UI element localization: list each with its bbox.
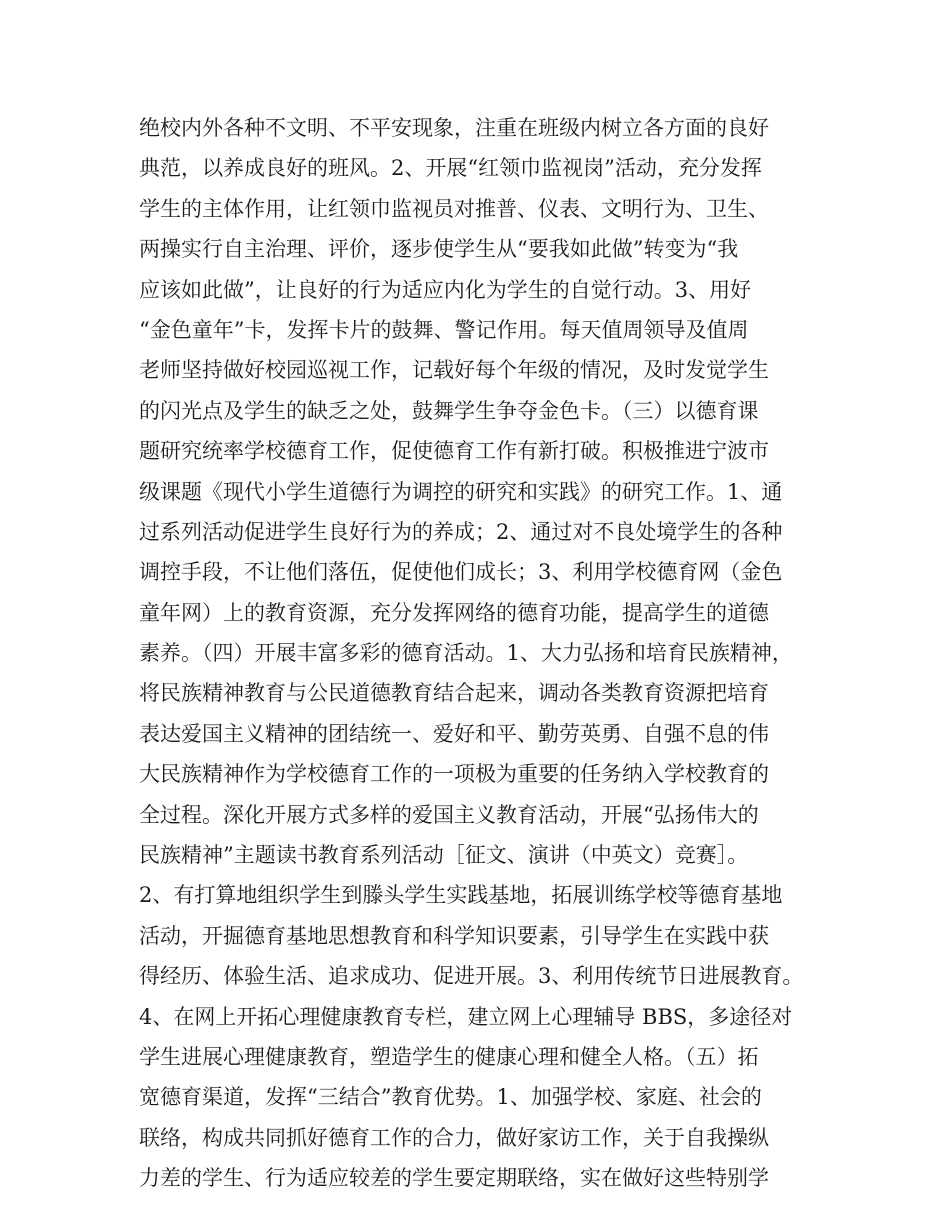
text-line: 4、在网上开拓心理健康教育专栏，建立网上心理辅导 BBS，多途径对 (139, 1004, 793, 1029)
text-line: 应该如此做”，让良好的行为适应内化为学生的自觉行动。3、用好 (139, 277, 752, 302)
text-line: 调控手段，不让他们落伍，促使他们成长；3、利用学校德育网（金色 (139, 560, 783, 585)
text-line: 素养。（四）开展丰富多彩的德育活动。1、大力弘扬和培育民族精神， (139, 641, 793, 666)
text-line: 级课题《现代小学生道德行为调控的研究和实践》的研究工作。1、通 (139, 479, 783, 504)
text-line: 力差的学生、行为适应较差的学生要定期联络，实在做好这些特别学 (139, 1166, 769, 1191)
text-line: 活动，开掘德育基地思想教育和科学知识要素，引导学生在实践中获 (139, 923, 769, 948)
text-line: 题研究统率学校德育工作，促使德育工作有新打破。积极推进宁波市 (139, 439, 769, 464)
text-line: 童年网）上的教育资源，充分发挥网络的德育功能，提高学生的道德 (139, 600, 769, 625)
text-line: 得经历、体验生活、追求成功、促进开展。3、利用传统节日进展教育。 (139, 964, 804, 989)
text-line: 学生进展心理健康教育，塑造学生的健康心理和健全人格。（五）拓 (139, 1044, 759, 1069)
text-line: 2、有打算地组织学生到滕头学生实践基地，拓展训练学校等德育基地 (139, 883, 783, 908)
text-line: 典范，以养成良好的班风。2、开展“红领巾监视岗”活动，充分发挥 (139, 156, 762, 181)
text-line: 两操实行自主治理、评价，逐步使学生从“要我如此做”转变为“我 (139, 237, 739, 262)
text-line: 老师坚持做好校园巡视工作，记载好每个年级的情况，及时发觉学生 (139, 358, 769, 383)
text-line: 表达爱国主义精神的团结统一、爱好和平、勤劳英勇、自强不息的伟 (139, 721, 769, 746)
body-text (139, 108, 829, 1199)
text-line: 的闪光点及学生的缺乏之处，鼓舞学生争夺金色卡。（三）以德育课 (139, 398, 759, 423)
text-line: 大民族精神作为学校德育工作的一项极为重要的任务纳入学校教育的 (139, 762, 769, 787)
text-line: 学生的主体作用，让红领巾监视员对推普、仪表、文明行为、卫生、 (139, 196, 769, 221)
text-line: 民族精神”主题读书教育系列活动［征文、演讲（中英文）竞赛］。 (139, 843, 749, 868)
text-line: 绝校内外各种不文明、不平安现象，注重在班级内树立各方面的良好 (139, 116, 769, 140)
text-line: 全过程。深化开展方式多样的爱国主义教育活动，开展“弘扬伟大的 (139, 802, 759, 827)
text-line: 联络，构成共同抓好德育工作的合力，做好家访工作，关于自我操纵 (139, 1125, 769, 1150)
text-line: 将民族精神教育与公民道德教育结合起来，调动各类教育资源把培育 (139, 681, 769, 706)
text-line: 宽德育渠道，发挥“三结合”教育优势。1、加强学校、家庭、社会的 (139, 1085, 762, 1110)
text-line: 过系列活动促进学生良好行为的养成；2、通过对不良处境学生的各种 (139, 519, 783, 544)
text-line: “金色童年”卡，发挥卡片的鼓舞、警记作用。每天值周领导及值周 (139, 317, 749, 342)
